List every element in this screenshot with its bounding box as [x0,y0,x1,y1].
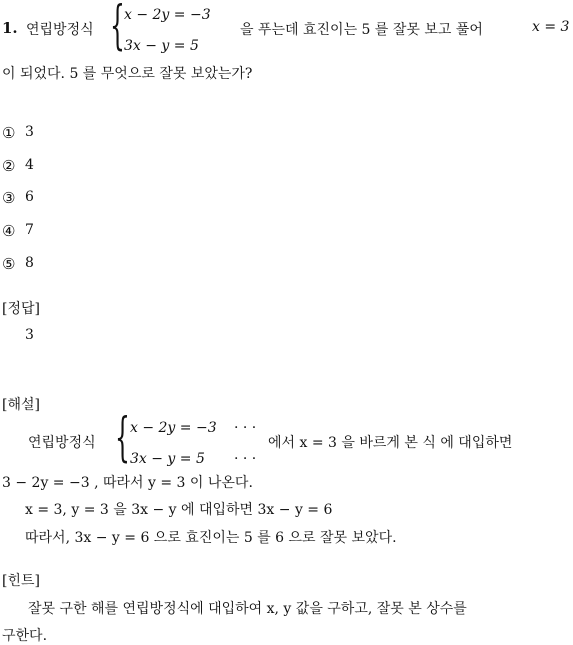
explanation-text-after: 에서 x = 3 을 바르게 본 식 에 대입하면 [268,435,513,451]
answer-label: [정답] [2,301,40,317]
explanation-label: [해설] [2,397,40,413]
problem-number: 1. [2,19,18,37]
problem-line2: 이 되었다. 5 를 무엇으로 잘못 보았는가? [2,66,253,82]
choice-mark: ① [2,124,16,142]
hint-line1: 잘못 구한 해를 연립방정식에 대입하여 x, y 값을 구하고, 잘못 본 상수를 [28,601,467,617]
choice-mark: ④ [2,222,16,240]
problem-eq1: x − 2y = −3 [124,7,211,23]
system-brace: { [110,0,125,56]
problem-condition: x = 3 [532,19,570,35]
system-brace: { [115,408,130,468]
explanation-prefix: 연립방정식 [28,435,96,451]
explanation-dots-1: · · · [234,420,257,436]
choice-text: 4 [25,157,34,173]
choice-text: 6 [25,189,34,205]
answer-value: 3 [25,327,34,343]
problem-text-after: 을 푸는데 효진이는 5 를 잘못 보고 풀어 [240,22,483,38]
choice-mark: ⑤ [2,255,16,273]
hint-label: [힌트] [2,573,40,589]
choice-mark: ② [2,157,16,175]
explanation-line4: 따라서, 3x − y = 6 으로 효진이는 5 를 6 으로 잘못 보았다. [25,530,397,546]
explanation-eq1: x − 2y = −3 [130,420,217,436]
choice-text: 3 [25,124,34,140]
choice-text: 7 [25,222,34,238]
problem-prefix: 연립방정식 [26,22,94,38]
explanation-dots-2: · · · [234,451,257,467]
choice-text: 8 [25,255,34,271]
explanation-line3: x = 3, y = 3 을 3x − y 에 대입하면 3x − y = 6 [25,502,333,518]
choice-mark: ③ [2,189,16,207]
explanation-line2: 3 − 2y = −3 , 따라서 y = 3 이 나온다. [2,475,253,491]
problem-eq2: 3x − y = 5 [124,38,199,54]
explanation-eq2: 3x − y = 5 [130,451,205,467]
hint-line2: 구한다. [2,628,48,644]
